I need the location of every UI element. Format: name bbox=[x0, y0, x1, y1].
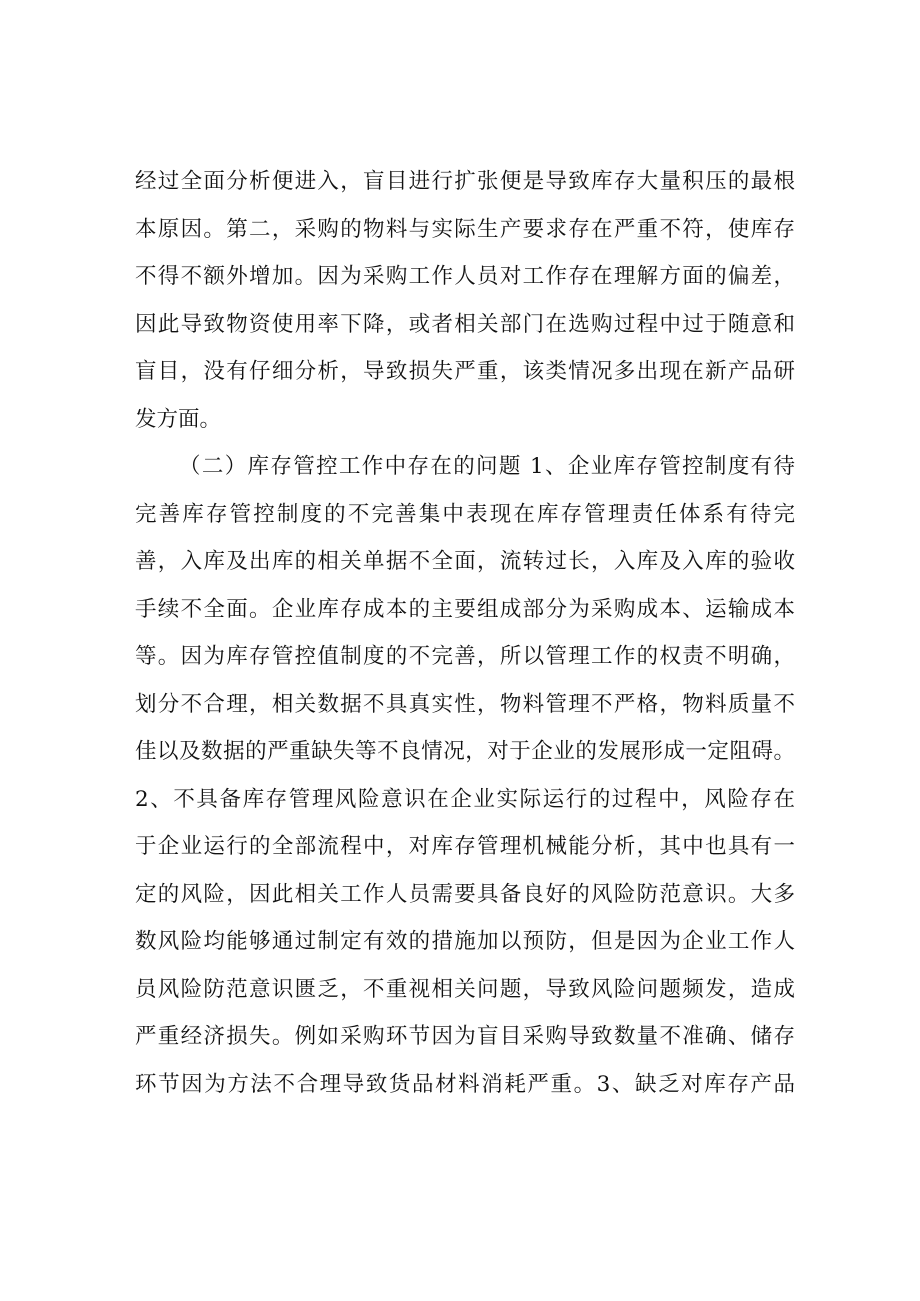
text-line: 经过全面分析便进入，盲目进行扩张便是导致库存大量积压的最根 bbox=[135, 169, 795, 194]
text-line: 定的风险，因此相关工作人员需要具备良好的风险防范意识。大多 bbox=[135, 881, 795, 907]
text-line: 严重经济损失。例如采购环节因为盲目采购导致数量不准确、储存 bbox=[135, 1024, 795, 1049]
text-line: 因此导致物资使用率下降，或者相关部门在选购过程中过于随意和 bbox=[135, 311, 795, 337]
text-line: 2、不具备库存管理风险意识在企业实际运行的过程中，风险存在 bbox=[135, 786, 795, 812]
text-line: 于企业运行的全部流程中，对库存管理机械能分析，其中也具有一 bbox=[135, 834, 795, 859]
section-heading-line: （二）库存管控工作中存在的问题 1、企业库存管控制度有待 bbox=[179, 454, 795, 479]
text-line: 不得不额外增加。因为采购工作人员对工作存在理解方面的偏差， bbox=[135, 264, 795, 289]
text-line: 善，入库及出库的相关单据不全面，流转过长，入库及入库的验收 bbox=[135, 549, 795, 574]
text-line: 数风险均能够通过制定有效的措施加以预防，但是因为企业工作人 bbox=[135, 929, 795, 954]
text-line: 环节因为方法不合理导致货品材料消耗严重。3、缺乏对库存产品 bbox=[135, 1071, 795, 1097]
text-line: 本原因。第二，采购的物料与实际生产要求存在严重不符，使库存 bbox=[135, 216, 795, 242]
text-line: 佳以及数据的严重缺失等不良情况，对于企业的发展形成一定阻碍。 bbox=[135, 739, 795, 764]
text-line: 盲目，没有仔细分析，导致损失严重，该类情况多出现在新产品研 bbox=[135, 359, 795, 384]
text-line: 员风险防范意识匮乏，不重视相关问题，导致风险问题频发，造成 bbox=[135, 976, 795, 1002]
text-line: 完善库存管控制度的不完善集中表现在库存管理责任体系有待完 bbox=[135, 501, 795, 527]
text-line: 发方面。 bbox=[135, 406, 222, 432]
text-line: 等。因为库存管控值制度的不完善，所以管理工作的权责不明确， bbox=[135, 644, 795, 669]
body-text bbox=[135, 158, 795, 1108]
text-line: 划分不合理，相关数据不具真实性，物料管理不严格，物料质量不 bbox=[135, 691, 795, 717]
text-line: 手续不全面。企业库存成本的主要组成部分为采购成本、运输成本 bbox=[135, 596, 795, 622]
